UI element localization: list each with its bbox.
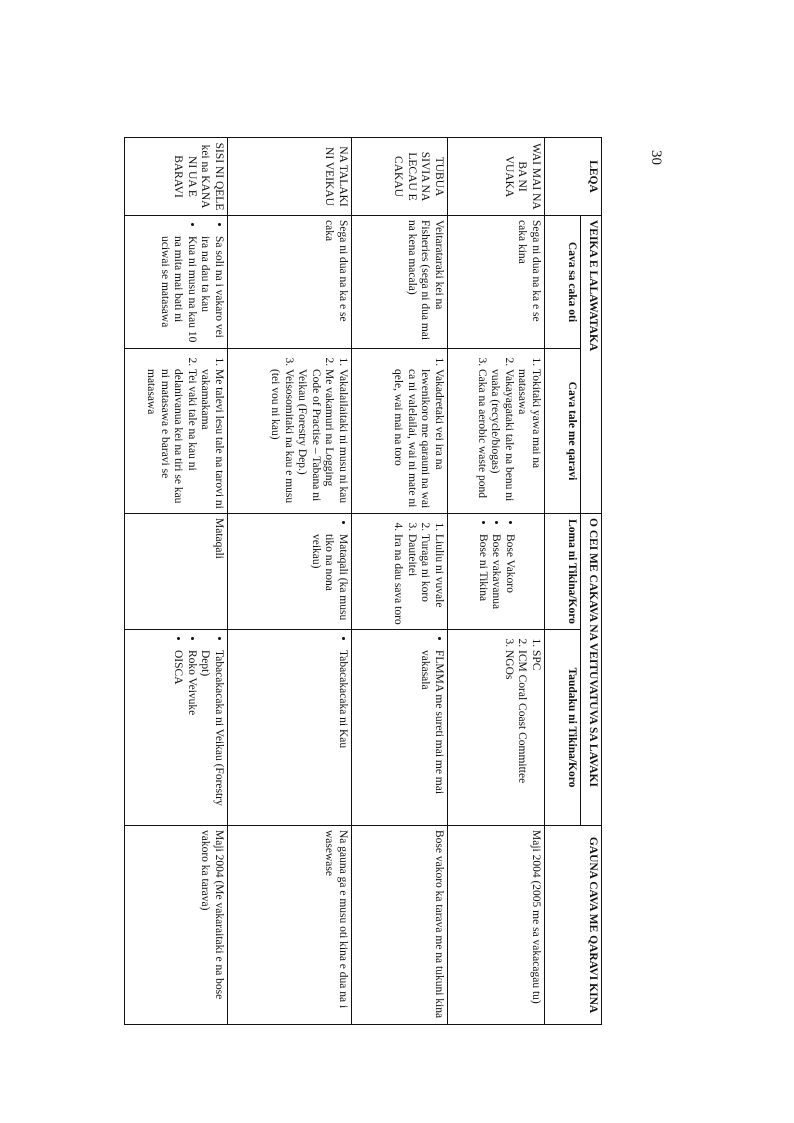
list-item: • OISCA	[171, 650, 185, 821]
row-loma	[448, 514, 545, 630]
row-loma	[228, 514, 352, 630]
list-item: 1. SPC	[528, 650, 542, 821]
list-item: 1. Vakadretaki vei ira na lewenikoro me qarauni na wai ca ni valelailai, wai ni mate ni qele, wai mai na toro	[391, 369, 445, 509]
row-gauna: Maji 2004 (Me vakaraitaki e na bose vakoro ka tarava)	[125, 826, 228, 1025]
list-item: 2. Vakayagataki tale na benu ni vuaka (recycle/biogas)	[488, 369, 515, 509]
list-item: 3. Veisosomitaki na kau e musu (tei vou ni kau)	[268, 369, 295, 509]
list-item: 2. ICM Coral Coast Committee	[515, 650, 529, 821]
list-item: 2. Turaga ni koro	[418, 534, 432, 625]
list-item: 2. Me vakamuri na Logging Code of Practise – Tabana ni Veikau (Forestry Dep.)	[295, 369, 336, 509]
row-leqa: WAI MAI NA BA NI VUAKA	[448, 138, 545, 216]
list-item: 3. Dauteitei	[404, 534, 418, 625]
list-item: • FLMMA me sureti mai me mai vakasala	[418, 650, 445, 821]
table-row	[228, 138, 352, 1025]
header-taudaku: Taudaku ni Tikina/Koro	[545, 630, 581, 826]
row-leqa: TUBUA SIVIA NA LECAU E CAKAU	[352, 138, 448, 216]
list-item: • Sa soli na i vakaro vei ira na dau ta kau	[198, 236, 225, 344]
list-item: 1. Tokitaki yawa mai na matasawa	[515, 369, 542, 509]
list-item: • Tabacakacaka ni Kau	[335, 650, 349, 821]
list-item: 1. Liuliu ni vuvale	[431, 534, 445, 625]
header-ocei: O CEI ME CAKAVA NA VEITUVATUVA SA LAVAKI	[581, 514, 602, 826]
row-gauna: Bose vakoro ka tarava me na tukuni kina	[352, 826, 448, 1025]
list-item: 2. Tei vaki tale na kau ni delanivanua kei na tiri se kau ni matasawa e baravi se matasawa	[144, 369, 198, 509]
page-number: 30	[648, 150, 664, 165]
row-cava-tale	[125, 349, 228, 514]
header-veika: VEIKA E LALAWATAKA	[581, 216, 602, 514]
row-loma: Mataqali	[125, 514, 228, 630]
row-cava-tale	[228, 349, 352, 514]
row-cava-sa-caka: Sega ni dua na ka e se caka	[228, 216, 352, 349]
header-cava-sa-caka: Cava sa caka oti	[545, 216, 581, 349]
row-taudaku	[125, 630, 228, 826]
row-cava-tale	[352, 349, 448, 514]
row-taudaku	[448, 630, 545, 826]
header-leqa: LEQA	[545, 138, 602, 216]
row-cava-tale	[448, 349, 545, 514]
action-plan-table	[124, 137, 602, 1025]
row-leqa: SISI NI QELE kei na KANA NI UA E BARAVI	[125, 138, 228, 216]
list-item: 1. Me talevi lesu tale na tarovi ni vakamakama	[198, 369, 225, 509]
list-item: • Kua ni musu na kau 10 na mita mai bati ni uciwai se matasawa	[157, 236, 198, 344]
header-cava-tale: Cava tale me qaravi	[545, 349, 581, 514]
list-item: 1. Vakalailaitaki ni musu ni kau	[335, 369, 349, 509]
table-row	[352, 138, 448, 1025]
row-taudaku	[228, 630, 352, 826]
list-item: • Tabacakacaka ni Veikau (Forestry Dept)	[198, 650, 225, 821]
row-cava-sa-caka: Sega ni dua na ka e se caka kina	[448, 216, 545, 349]
list-item: • Bose ni Tikina	[475, 534, 489, 625]
list-item: • Mataqali (ka musu tiko na nona veikau)	[308, 534, 349, 625]
list-item: • Bose vakavanua	[489, 534, 503, 625]
list-item: 3. Caka na aerobic waste pond	[474, 369, 488, 509]
row-cava-sa-caka	[125, 216, 228, 349]
row-gauna: Na gauna ga e musu oti kina e dua na i wasewase	[228, 826, 352, 1025]
header-loma: Loma ni Tikina/Koro	[545, 514, 581, 630]
rotated-table-container	[125, 137, 602, 1024]
row-leqa: NA TALAKI NI VEIKAU	[228, 138, 352, 216]
header-gauna: GAUNA CAVA ME QARAVI KINA	[545, 826, 602, 1025]
row-loma	[352, 514, 448, 630]
row-taudaku	[352, 630, 448, 826]
table-row	[448, 138, 545, 1025]
list-item: 4. Ira na dau sava toro	[391, 534, 405, 625]
list-item: • Roko Veivuke	[184, 650, 198, 821]
row-cava-sa-caka: Veitarataraki kei na Fisheries (sega ni dua mai na kena macala)	[352, 216, 448, 349]
table-row	[125, 138, 228, 1025]
list-item: • Bose Vakoro	[502, 534, 516, 625]
list-item: 3. NGOs	[501, 650, 515, 821]
row-gauna: Maji 2004 (2005 me sa vakacagau tu)	[448, 826, 545, 1025]
